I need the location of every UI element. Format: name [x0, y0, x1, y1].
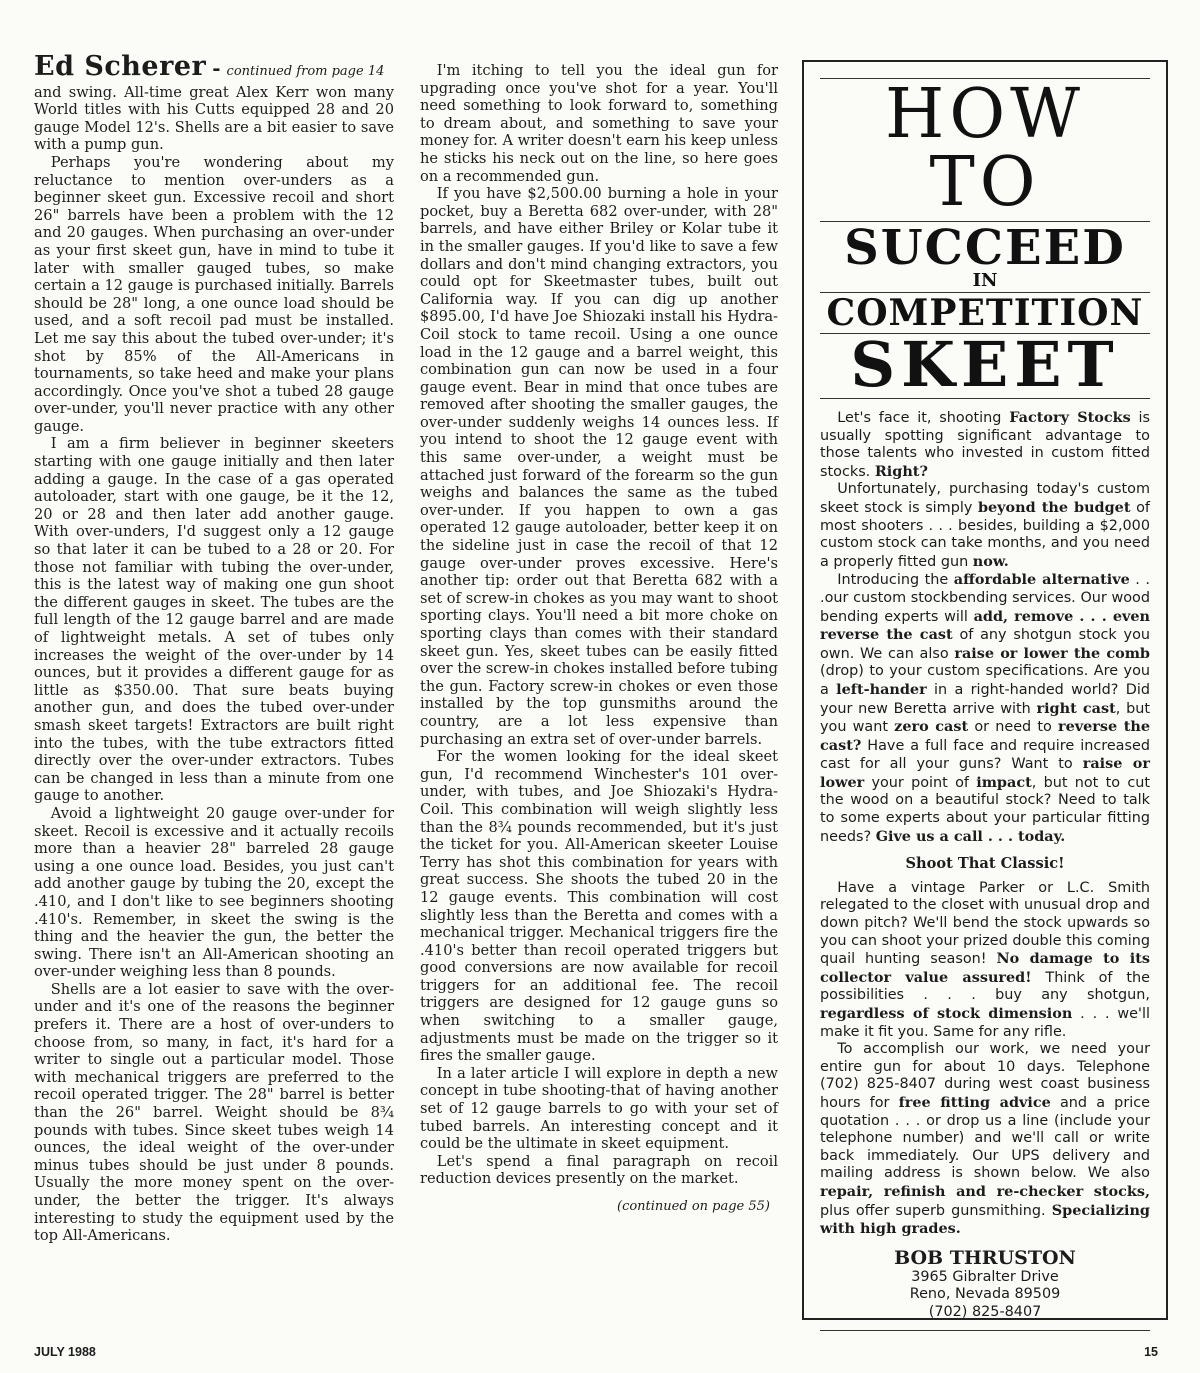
ad-headline-in: IN	[972, 270, 998, 291]
ad-paragraph	[820, 880, 1150, 1041]
ad-paragraph	[820, 1041, 1150, 1239]
contact-name: BOB THRUSTON	[894, 1246, 1076, 1269]
ad-text-run: of most shooters . . . besides, building a $2,000 custom stock can take months, and you need a properly fitted gun	[820, 499, 1150, 570]
ad-paragraph	[820, 481, 1150, 571]
ad-emphasis-text: Give us a call . . . today.	[875, 827, 1066, 845]
ad-text-run: of any shotgun stock you own. We can also	[820, 627, 1150, 662]
ad-text-run: Have a vintage Parker or L.C. Smith relegated to the closet with unusual drop and down pitch? We'll bend the stock upwards so you can shoot your prized double this coming quail hunting season!	[820, 879, 1150, 968]
byline-dash: -	[212, 56, 221, 80]
advertisement-box	[802, 60, 1168, 1320]
ad-text-run: or need to	[968, 719, 1059, 736]
article-byline	[34, 51, 394, 82]
article-paragraph: Avoid a lightweight 20 gauge over-under for skeet. Recoil is excessive and it actually recoils more than a heavier 28" barreled 28 gauge using a one ounce load. Besides, you just can't add another gauge by tubing the 20, except the .410, and I don't like to see beginners shooting .410's. Remember, in skeet the swing is the thing and the heavier the gun, the better the swing. There isn't an All-American shooting an over-under weighing less than 8 pounds.	[34, 804, 394, 981]
contact-street: 3965 Gibralter Drive	[911, 1268, 1059, 1285]
ad-emphasis-text: right cast	[1036, 699, 1116, 717]
ad-emphasis-text: Specializing with high grades.	[820, 1201, 1150, 1238]
ad-emphasis-text: regardless of stock dimension	[820, 1005, 1073, 1022]
contact-rule	[820, 1330, 1150, 1331]
ad-headline-competition: COMPETITION	[826, 292, 1144, 334]
contact-phone: (702) 825-8407	[928, 1303, 1042, 1320]
ad-emphasis-text: now.	[972, 552, 1009, 570]
article-paragraph: Shells are a lot easier to save with the over-under and it's one of the reasons the beginner prefers it. There are a host of over-unders to choose from, so many, in fact, it's hard for a writer to single out a particular model. Those with mechanical triggers are preferred to the recoil operated trigger. The 28" barrel is better than the 26" barrel. Weight should be 8¾ pounds with tubes. Since skeet tubes weigh 14 ounces, the ideal weight of the over-under minus tubes should be just under 8 pounds. Usually the more money spent on the over-under, the better the trigger. It's always interesting to study the equipment used by the top All-Americans.	[34, 980, 394, 1245]
page-number: 15	[1144, 1345, 1158, 1359]
ad-headline-succeed: SUCCEED	[844, 220, 1126, 276]
ad-paragraph	[820, 409, 1150, 481]
ad-emphasis-text: left-hander	[836, 680, 927, 698]
ad-text-run: Have a full face and require increased cast for all your guns? Want to	[820, 737, 1150, 773]
ad-emphasis-text: raise or lower the comb	[954, 644, 1150, 662]
ad-text-run: in a right-handed world? Did your new Beretta arrive with	[820, 681, 1150, 717]
ad-emphasis-text: No damage to its collector value assured!	[820, 950, 1150, 986]
article-paragraph: and swing. All-time great Alex Kerr won many World titles with his Cutts equipped 28 and 20 gauge Model 12's. Shells are a bit easier to save with a pump gun.	[34, 83, 394, 154]
article-paragraph: If you have $2,500.00 burning a hole in your pocket, buy a Beretta 682 over-under, with 28" barrels, and have either Briley or Kolar tube it in the smaller gauges. If you'd like to save a few dollars and don't mind changing extractors, you could opt for Skeetmaster tubes, built out California way. If you can dig up another $895.00, I'd have Joe Shiozaki install his Hydra-Coil stock to tame recoil. Using a one ounce load in the 12 gauge and a barrel weight, this combination gun can now be used in a four gauge event. Bear in mind that once tubes are removed after shooting the smaller gauges, the over-under suddenly weighs 14 ounces less. If you intend to shoot the 12 gauge event with this same over-under, a weight must be attached just forward of the forearm so the gun weighs and balances the same as the tubed over-under. If you happen to own a gas operated 12 gauge autoloader, better keep it on the sideline just in case the recoil of that 12 gauge over-under proves excessive. Here's another tip: order out that Beretta 682 with a set of screw-in chokes as you may want to shoot sporting clays. You'll need a bit more choke on sporting clays than comes with their standard skeet gun. Yes, skeet tubes can be easily fitted over the screw-in chokes installed before tubing the gun. Factory screw-in chokes or even those installed by the top gunsmiths around the country, are a lot less expensive than purchasing an extra set of over-under barrels.	[420, 185, 778, 748]
continued-from-note: continued from page 14	[226, 64, 385, 79]
article-paragraph: I am a firm believer in beginner skeeters starting with one gauge initially and then later adding a gauge. In the case of a gas operated autoloader, start with one gauge, be it the 12, 20 or 28 and then later add another gauge. With over-unders, I'd suggest only a 12 gauge so that later it can be tubed to a 28 or 20. For those not familiar with tubing the over-under, this is the latest way of making one gun shoot the different gauges in skeet. The tubes are the full length of the 12 gauge barrel and are made of lightweight metals. A set of tubes only increases the weight of the over-under by 14 ounces, but it provides a different gauge for as little as $350.00. That sure beats buying another gun, and does the tubed over-under smash skeet targets! Extractors are built right into the tubes, with the tube extractors fitted directly over the over-under extractors. Tubes can be changed in less than a minute from one gauge to another.	[34, 435, 394, 805]
author-name: Ed Scherer	[34, 51, 207, 82]
ad-emphasis-text: affordable alternative	[953, 571, 1130, 589]
article-paragraph: Let's spend a final paragraph on recoil reduction devices presently on the market.	[420, 1152, 778, 1188]
ad-text-run: is usually spotting significant advantage to those talents who invested in custom fitted stocks.	[820, 410, 1150, 480]
ad-emphasis-text: impact	[976, 773, 1032, 791]
ad-text-run: your point of	[864, 774, 977, 791]
ad-text-run: Think of the possibilities . . . buy any shotgun,	[820, 969, 1150, 1004]
article-paragraph: I'm itching to tell you the ideal gun for upgrading once you've shot for a year. You'll need something to look forward to, something to dream about, and something to save your money for. A writer doesn't earn his keep unless he sticks his neck out on the line, so here goes on a recommended gun.	[420, 62, 778, 185]
ad-text-run: plus offer superb gunsmithing.	[820, 1202, 1052, 1219]
article-paragraph: Perhaps you're wondering about my reluctance to mention over-unders as a beginner skeet gun. Excessive recoil and short 26" barrels have been a problem with the 12 and 20 gauges. When purchasing an over-under as your first skeet gun, have in mind to tube it later with smaller gauged tubes, so make certain a 12 gauge is purchased initially. Barrels should be 28" long, a one ounce load should be used, and a soft recoil pad must be installed. Let me say this about the tubed over-under; it's shot by 85% of the All-Americans in tournaments, so take heed and make your plans accordingly. Once you've shot a tubed 28 gauge over-under, you'll never practice with any other gauge.	[34, 153, 394, 435]
ad-emphasis-text: add, remove . . . even reverse the cast	[820, 607, 1150, 644]
article-paragraph: For the women looking for the ideal skeet gun, I'd recommend Winchester's 101 over-under, with tubes, and Joe Shiozaki's Hydra-Coil. This combination will weigh slightly less than the 8¾ pounds recommended, but it's just the ticket for you. All-American skeeter Louise Terry has shot this combination for years with great success. She shoots the tubed 20 in the 12 gauge events. This combination will cost slightly less than the Beretta and comes with a mechanical trigger. Mechanical triggers fire the .410's better than recoil operated triggers but good conversions are now available for recoil triggers for an additional fee. The recoil triggers are designed for 12 gauge guns so when switching to a smaller gauge, adjustments must be made on the trigger so it fires the smaller gauge.	[420, 748, 778, 1065]
article-column-left	[34, 51, 394, 1245]
ad-emphasis-text: beyond the budget	[977, 498, 1131, 516]
ad-paragraph	[820, 571, 1150, 846]
ad-text-run: To accomplish our work, we need your entire gun for about 10 days. Telephone (702) 825-8407 during west coast business hours for	[820, 1041, 1150, 1111]
ad-text-run: Let's face it, shooting	[837, 410, 1010, 426]
continued-on-note: (continued on page 55)	[617, 1199, 770, 1214]
ad-headline-skeet: SKEET	[850, 328, 1120, 401]
ad-text-run: , but you want	[820, 700, 1150, 736]
ad-emphasis-text: reverse the cast?	[820, 718, 1150, 754]
ad-emphasis-text: Right?	[874, 462, 928, 480]
ad-body	[820, 409, 1150, 1239]
article-paragraph: In a later article I will explore in depth a new concept in tube shooting-that of having another set of 12 gauge barrels to go with your set of tubed barrels. An interesting concept and it could be the ultimate in skeet equipment.	[420, 1064, 778, 1153]
article-column-middle	[420, 62, 778, 1216]
ad-text-run: . . . we'll make it fit you. Same for any rifle.	[820, 1006, 1150, 1040]
ad-emphasis-text: free fitting advice	[898, 1093, 1051, 1111]
ad-text-run: (drop) to your custom specifications. Are you a	[820, 663, 1150, 698]
ad-emphasis-text: Factory Stocks	[1009, 409, 1131, 426]
ad-text-run: . . .our custom stockbending services. Our wood bending experts will	[820, 572, 1150, 625]
ad-emphasis-text: repair, refinish and re-checker stocks,	[820, 1182, 1150, 1200]
ad-contact-block	[820, 1247, 1150, 1322]
ad-text-run: Unfortunately, purchasing today's custom skeet stock is simply	[820, 481, 1150, 516]
issue-date: JULY 1988	[34, 1345, 96, 1359]
ad-subheading: Shoot That Classic!	[905, 855, 1065, 873]
ad-text-run: , but not to cut the wood on a beautiful stock? Need to talk to some experts about your particular fitting needs?	[820, 774, 1150, 845]
ad-headline-how-to: HOW TO	[885, 75, 1085, 222]
contact-city: Reno, Nevada 89509	[909, 1286, 1061, 1303]
ad-emphasis-text: zero cast	[894, 718, 969, 736]
ad-text-run: Introducing the	[837, 572, 954, 589]
ad-emphasis-text: raise or lower	[820, 755, 1150, 791]
ad-text-run: and a price quotation . . . or drop us a line (include your telephone number) and we'll call or write back immediately. Our UPS delivery and mailing address is shown below. We also	[820, 1094, 1150, 1182]
